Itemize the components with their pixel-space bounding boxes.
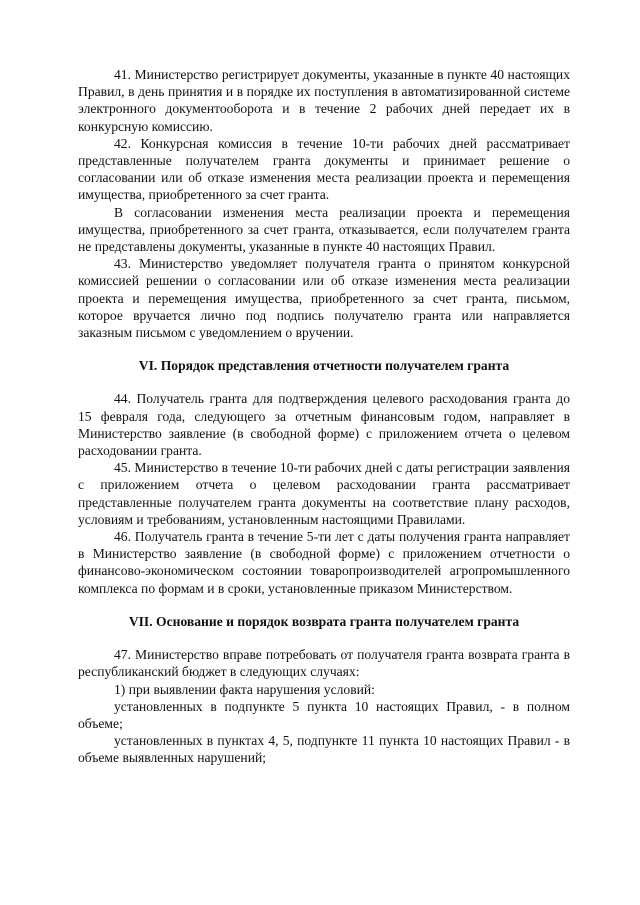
paragraph-45: 45. Министерство в течение 10-ти рабочих дней с даты регистрации заявления с приложением отчета о целевом расходовании гранта рассматривает представленные получателем гранта документы на соответствие плану расходов, условиям и требованиям, установленным настоящими Правилами. <box>78 460 570 527</box>
paragraph-44: 44. Получатель гранта для подтверждения целевого расходования гранта до 15 февраля года, следующего за отчетным финансовым годом, направляет в Министерство заявление (в свободной форме) с приложением отчета о целевом расходовании гранта. <box>78 391 570 459</box>
document-page <box>78 66 570 767</box>
section-7-heading: VII. Основание и порядок возврата гранта получателем гранта <box>128 613 520 629</box>
paragraph-47-item-1-full: установленных в подпункте 5 пункта 10 настоящих Правил, - в полном объеме; <box>78 698 570 731</box>
paragraph-42-continuation: В согласовании изменения места реализации проекта и перемещения имущества, приобретенного за счет гранта, отказывается, если получателем гранта не представлены документы, указанные в пункте 40 настоящих Правил. <box>78 204 570 255</box>
paragraph-47: 47. Министерство вправе потребовать от получателя гранта возврата гранта в республиканский бюджет в следующих случаях: <box>78 647 570 680</box>
section-6-heading: VI. Порядок представления отчетности получателем гранта <box>138 358 510 374</box>
paragraph-46: 46. Получатель гранта в течение 5-ти лет с даты получения гранта направляет в Министерство заявление (в свободной форме) с приложением отчетности о финансово-экономическом состоянии товаропроизводителей агропромышленного комплекса по формам и в сроки, установленные приказом Министерством. <box>78 529 570 596</box>
paragraph-47-item-1: 1) при выявлении факта нарушения условий: <box>114 681 375 697</box>
paragraph-41: 41. Министерство регистрирует документы, указанные в пункте 40 настоящих Правил, в день принятия и в порядке их поступления в автоматизированной системе электронного документооборота и в течение 2 рабочих дней передает их в конкурсную комиссию. <box>78 67 570 134</box>
paragraph-43: 43. Министерство уведомляет получателя гранта о принятом конкурсной комиссией решении о согласовании или об отказе изменения места реализации проекта и перемещения имущества, приобретенного за счет гранта, письмом, которое вручается лично под подпись получателю гранта или направляется заказным письмом с уведомлением о вручении. <box>78 256 570 341</box>
paragraph-42: 42. Конкурсная комиссия в течение 10-ти рабочих дней рассматривает представленные получателем гранта документы и принимает решение о согласовании или об отказе изменения места реализации проекта и перемещения имущества, приобретенного за счет гранта. <box>78 135 570 203</box>
paragraph-47-item-1-partial: установленных в пунктах 4, 5, подпункте 11 пункта 10 настоящих Правил - в объеме выявленных нарушений; <box>78 733 570 766</box>
